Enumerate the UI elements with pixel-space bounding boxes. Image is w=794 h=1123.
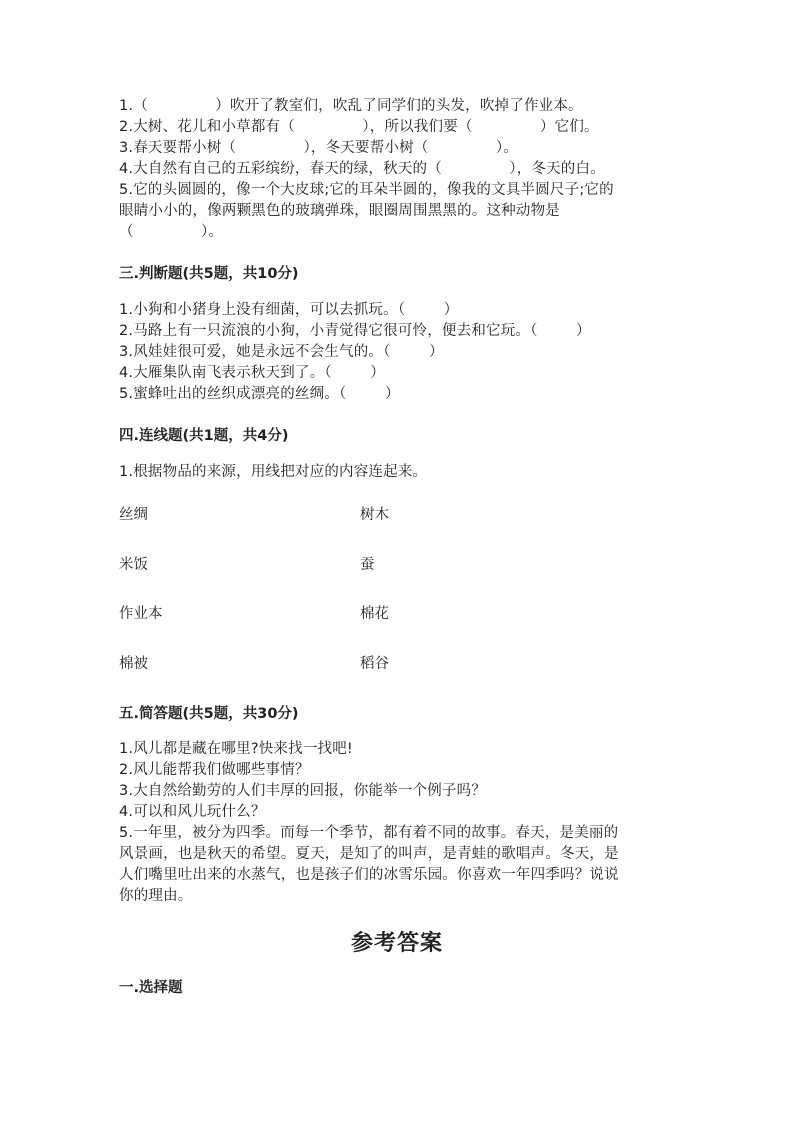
matching-left-item-4: 棉被 (119, 656, 148, 672)
judgement-item-5: 5.蜜蜂吐出的丝织成漂亮的丝绸。（ ） (119, 386, 400, 402)
short-answer-item-4: 4.可以和风儿玩什么？ (119, 804, 266, 820)
short-answer-item-3: 3.大自然给勤劳的人们丰厚的回报，你能举一个例子吗？ (119, 783, 487, 799)
matching-right-item-1: 树木 (360, 507, 389, 523)
judgement-item-3: 3.风娃娃很可爱，她是永远不会生气的。（ ） (119, 344, 444, 360)
fill-blank-item-1: 1.（ ）吹开了教室们，吹乱了同学们的头发，吹掉了作业本。 (119, 98, 583, 114)
answer-section-choice-title: 一.选择题 (119, 980, 183, 996)
short-answer-item-1: 1.风儿都是藏在哪里?快来找一找吧! (119, 741, 353, 757)
matching-right-item-3: 棉花 (360, 606, 389, 622)
short-answer-item-2: 2.风儿能帮我们做哪些事情？ (119, 762, 310, 778)
section-judgement-title: 三.判断题(共5题，共10分) (119, 266, 299, 282)
judgement-item-4: 4.大雁集队南飞表示秋天到了。（ ） (119, 365, 385, 381)
short-answer-item-5-line-1: 5.一年里，被分为四季。而每一个季节，都有着不同的故事。春天，是美丽的 (119, 825, 619, 841)
fill-blank-item-2: 2.大树、花儿和小草都有（ ），所以我们要（ ）它们。 (119, 119, 599, 135)
matching-left-item-1: 丝绸 (119, 507, 148, 523)
section-short-answer-title: 五.简答题(共5题，共30分) (119, 706, 299, 722)
matching-right-item-4: 稻谷 (360, 656, 389, 672)
section-matching-title: 四.连线题(共1题，共4分) (119, 428, 289, 444)
fill-blank-item-4: 4.大自然有自己的五彩缤纷，春天的绿，秋天的（ ），冬天的白。 (119, 161, 605, 177)
fill-blank-item-5-line-3: （ ）。 (119, 224, 224, 240)
matching-right-item-2: 蚕 (360, 557, 375, 573)
answer-key-title: 参考答案 (350, 930, 443, 956)
fill-blank-item-5-line-1: 5.它的头圆圆的，像一个大皮球;它的耳朵半圆的，像我的文具半圆尺子;它的 (119, 182, 614, 198)
matching-left-item-2: 米饭 (119, 557, 148, 573)
matching-left-item-3: 作业本 (119, 606, 163, 622)
short-answer-item-5-line-4: 你的理由。 (119, 888, 193, 904)
short-answer-item-5-line-2: 风景画，也是秋天的希望。夏天，是知了的叫声，是青蛙的歌唱声。冬天，是 (119, 846, 619, 862)
matching-question: 1.根据物品的来源，用线把对应的内容连起来。 (119, 464, 428, 480)
fill-blank-item-3: 3.春天要帮小树（ ），冬天要帮小树（ ）。 (119, 140, 518, 156)
short-answer-item-5-line-3: 人们嘴里吐出来的水蒸气，也是孩子们的冰雪乐园。你喜欢一年四季吗？说说 (119, 867, 619, 883)
fill-blank-item-5-line-2: 眼睛小小的，像两颗黑色的玻璃弹珠，眼圈周围黑黑的。这种动物是 (119, 203, 560, 219)
judgement-item-1: 1.小狗和小猪身上没有细菌，可以去抓玩。（ ） (119, 302, 459, 318)
judgement-item-2: 2.马路上有一只流浪的小狗，小青觉得它很可怜，便去和它玩。（ ） (119, 323, 591, 339)
